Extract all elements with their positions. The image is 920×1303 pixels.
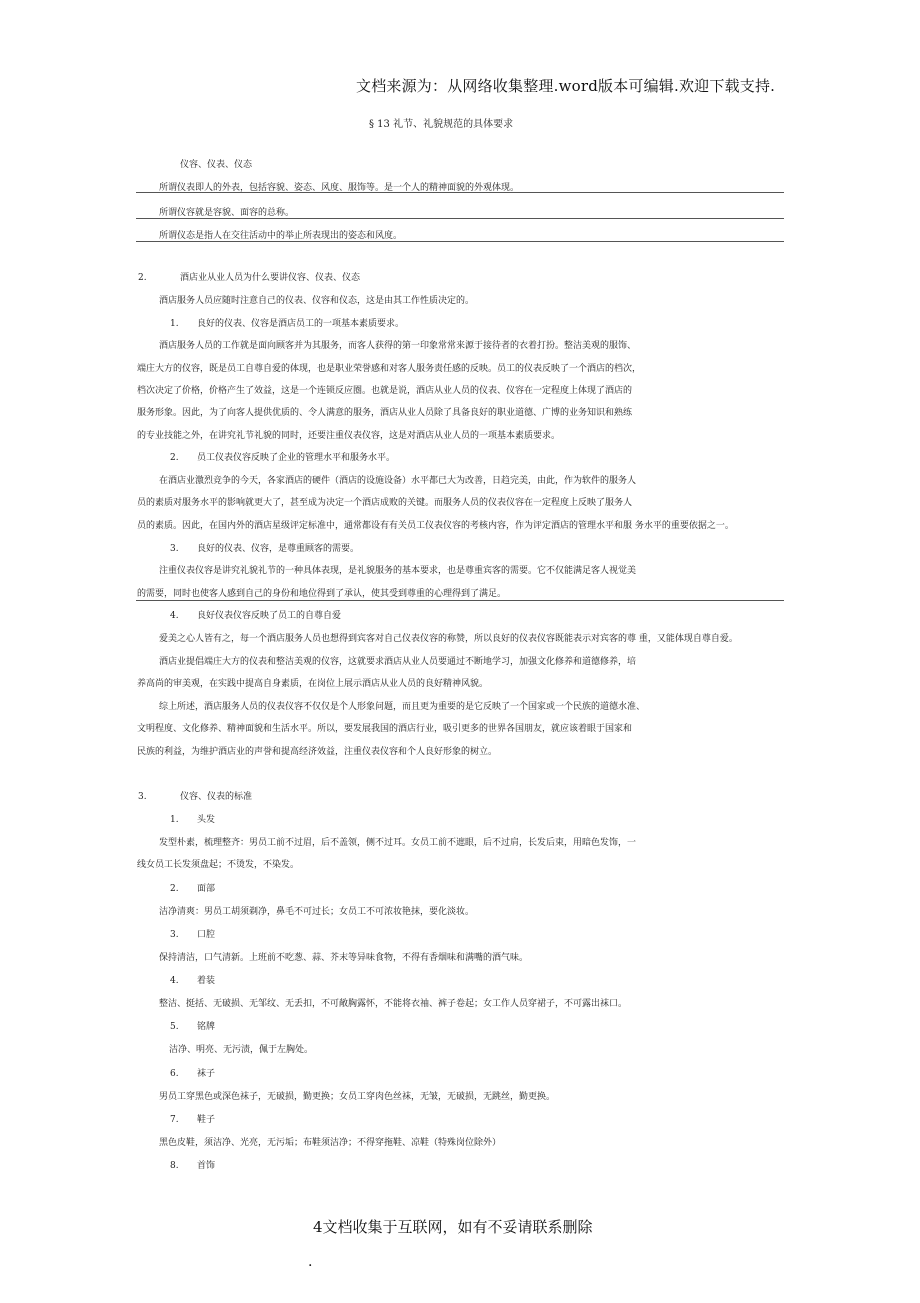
paragraph-line: 的专业技能之外，在讲究礼节礼貌的同时，还要注重仪表仪容，这是对酒店从业人员的一项基本素质要求。 (137, 431, 561, 441)
item-title: 口腔 (197, 930, 216, 940)
item-number: 1. (170, 319, 179, 329)
section-title: § 13 礼节、礼貌规范的具体要求 (369, 119, 514, 130)
paragraph-line: 员的素质对服务水平的影响就更大了，甚至成为决定一个酒店成败的关键。而服务人员的仪表仪容在一定程度上反映了服务人 (137, 498, 633, 508)
item-title: 头发 (197, 815, 216, 825)
item-number: 4. (170, 611, 179, 621)
paragraph-line: 男员工穿黑色或深色袜子，无破损，勤更换；女员工穿肉色丝袜，无皱，无破损，无跳丝，勤更换。 (159, 1092, 556, 1102)
paragraph-line: 线女员工长发须盘起；不烫发，不染发。 (137, 860, 300, 870)
divider (136, 192, 784, 193)
paragraph-line: 服务形象。因此，为了向客人提供优质的、令人满意的服务，酒店从业人员除了具备良好的职业道德、广博的业务知识和熟练 (137, 408, 633, 418)
item-number: 3. (170, 930, 179, 940)
paragraph-line: 发型朴素，梳理整齐：男员工前不过眉，后不盖领，侧不过耳。女员工前不遮眼，后不过肩，长发后束，用暗色发饰，一 (159, 838, 637, 848)
part2-number: 2. (138, 273, 147, 283)
part1-line: 所谓仪表即人的外表，包括容貌、姿态、风度、服饰等。是一个人的精神面貌的外观体现。 (159, 183, 520, 193)
paragraph-line: 档次决定了价格，价格产生了效益，这是一个连锁反应圈。也就是说，酒店从业人员的仪表、仪容在一定程度上体现了酒店的 (137, 386, 633, 396)
item-number: 7. (170, 1115, 179, 1125)
paragraph-line: 养高尚的审美观，在实践中提高自身素质，在岗位上展示酒店从业人员的良好精神风貌。 (137, 679, 489, 689)
item-title: 良好的仪表、仪容是酒店员工的一项基本素质要求。 (197, 319, 405, 329)
paragraph-line: 酒店服务人员的工作就是面向顾客并为其服务，而客人获得的第一印象常常来源于接待者的衣着打扮。整洁美观的服饰、 (159, 341, 637, 351)
item-title: 员工仪表仪容反映了企业的管理水平和服务水平。 (197, 453, 396, 463)
item-title: 良好的仪表、仪容，是尊重顾客的需要。 (197, 544, 360, 554)
item-number: 1. (170, 815, 179, 825)
footer-dot: . (308, 1254, 313, 1270)
paragraph-line: 洁净、明亮、无污渍，佩于左胸处。 (169, 1045, 314, 1055)
paragraph-line: 爱美之心人皆有之，每一个酒店服务人员也想得到宾客对自己仪表仪容的称赞，所以良好的仪表仪容既能表示对宾客的尊 重，又能体现自尊自爱。 (159, 634, 738, 644)
part1-line: 所谓仪容就是容貌、面容的总称。 (159, 208, 295, 218)
item-title: 铭牌 (197, 1022, 216, 1032)
item-number: 3. (170, 544, 179, 554)
item-number: 8. (170, 1161, 179, 1171)
paragraph-line: 民族的利益，为维护酒店业的声誉和提高经济效益，注重仪表仪容和个人良好形象的树立。 (137, 747, 498, 757)
paragraph-line: 酒店业提倡端庄大方的仪表和整洁美观的仪容，这就要求酒店从业人员要通过不断地学习，加强文化修养和道德修养，培 (159, 657, 637, 667)
item-number: 2. (170, 453, 179, 463)
item-number: 2. (170, 884, 179, 894)
paragraph-line: 保持清洁，口气清新。上班前不吃葱、蒜、芥末等异味食物，不得有香烟味和满嘴的酒气味。 (159, 953, 529, 963)
item-number: 4. (170, 976, 179, 986)
item-title: 着装 (197, 976, 216, 986)
part2-intro: 酒店服务人员应随时注意自己的仪表、仪容和仪态，这是由其工作性质决定的。 (159, 296, 475, 306)
divider (136, 218, 784, 219)
divider (136, 241, 784, 242)
part1-heading: 仪容、仪表、仪态 (180, 160, 253, 170)
document-footer: 4文档收集于互联网，如有不妥请联系删除 (313, 1218, 593, 1236)
item-number: 5. (170, 1022, 179, 1032)
divider (136, 600, 784, 601)
paragraph-line: 在酒店业激烈竞争的今天，各家酒店的硬件（酒店的设施设备）水平都已大为改善，日趋完美，由此，作为软件的服务人 (159, 476, 637, 486)
paragraph-line: 洁净清爽：男员工胡须剃净，鼻毛不可过长；女员工不可浓妆艳抹，要化淡妆。 (159, 907, 475, 917)
item-title: 鞋子 (197, 1115, 216, 1125)
part1-line: 所谓仪态是指人在交往活动中的举止所表现出的姿态和风度。 (159, 231, 403, 241)
item-title: 面部 (197, 884, 216, 894)
part3-heading: 仪容、仪表的标准 (180, 792, 253, 802)
paragraph-line: 黑色皮鞋，须洁净、光亮，无污垢；布鞋须洁净；不得穿拖鞋、凉鞋（特殊岗位除外） (159, 1138, 502, 1148)
item-title: 良好仪表仪容反映了员工的自尊自爱 (197, 611, 342, 621)
document-header: 文档来源为：从网络收集整理.word版本可编辑.欢迎下载支持. (356, 77, 776, 95)
paragraph-line: 员的素质。因此，在国内外的酒店星级评定标准中，通常都设有有关员工仪表仪容的考核内容，作为评定酒店的管理水平和服 务水平的重要依据之一。 (137, 521, 734, 531)
paragraph-line: 综上所述，酒店服务人员的仪表仪容不仅仅是个人形象问题，而且更为重要的是它反映了一个国家或一个民族的道德水准、 (159, 702, 646, 712)
part2-heading: 酒店业从业人员为什么要讲仪容、仪表、仪态 (180, 273, 361, 283)
paragraph-line: 的需要，同时也使客人感到自己的身份和地位得到了承认，使其受到尊重的心理得到了满足。 (137, 589, 507, 599)
paragraph-line: 注重仪表仪容是讲究礼貌礼节的一种具体表现，是礼貌服务的基本要求，也是尊重宾客的需要。它不仅能满足客人视觉美 (159, 566, 637, 576)
paragraph-line: 整洁、挺括、无破损、无邹纹、无丢扣，不可敞胸露怀，不能将衣袖、裤子卷起；女工作人员穿裙子，不可露出袜口。 (159, 999, 628, 1009)
part3-number: 3. (138, 792, 147, 802)
paragraph-line: 端庄大方的仪容，既是员工自尊自爱的体现，也是职业荣誉感和对客人服务责任感的反映。员工的仪表反映了一个酒店的档次， (137, 364, 642, 374)
paragraph-line: 文明程度、文化修养、精神面貌和生活水平。所以，要发展我国的酒店行业，吸引更多的世界各国朋友，就应该着眼于国家和 (137, 724, 633, 734)
item-title: 首饰 (197, 1161, 216, 1171)
item-number: 6. (170, 1069, 179, 1079)
item-title: 袜子 (197, 1069, 216, 1079)
